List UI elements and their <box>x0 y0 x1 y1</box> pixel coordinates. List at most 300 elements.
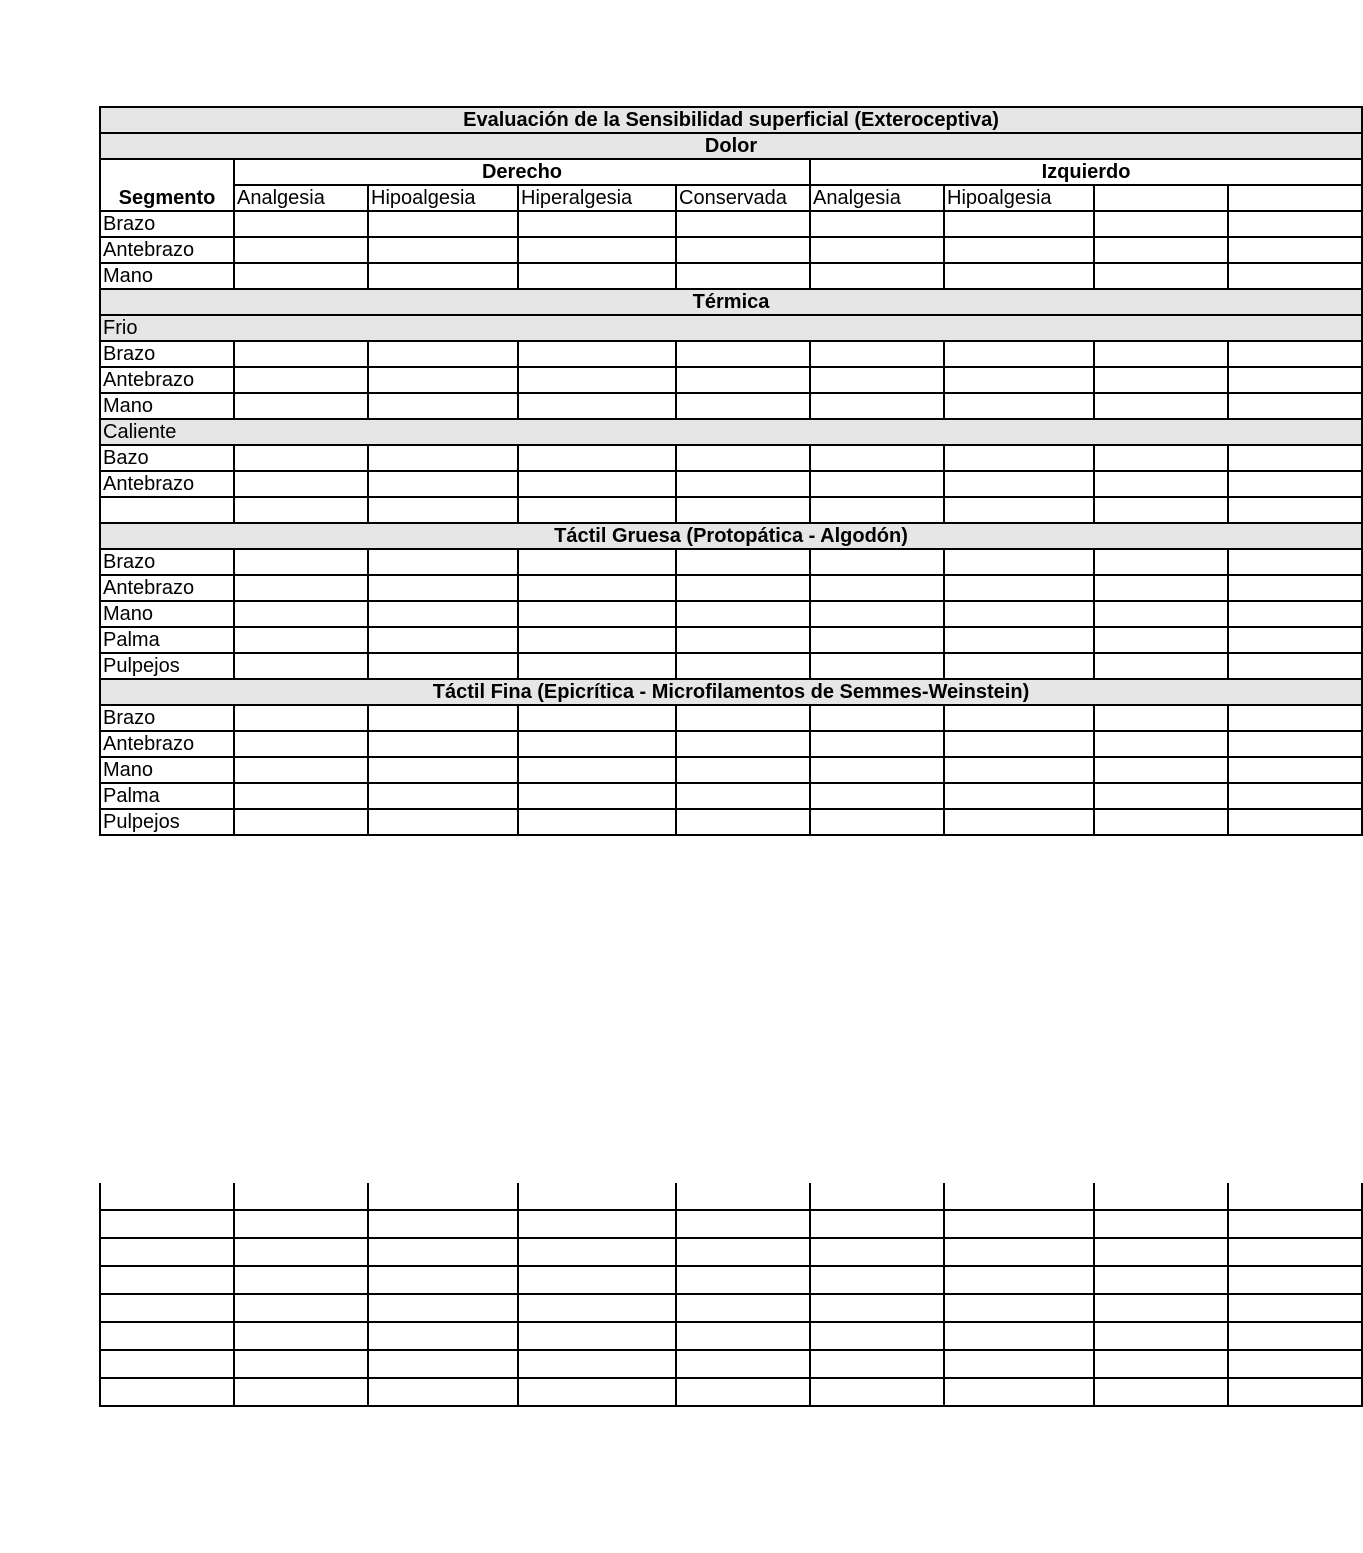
entry-cell[interactable] <box>944 393 1094 419</box>
entry-cell[interactable] <box>676 1378 810 1406</box>
entry-cell[interactable] <box>676 1210 810 1238</box>
entry-cell[interactable] <box>1094 1238 1228 1266</box>
entry-cell[interactable] <box>518 705 676 731</box>
entry-cell[interactable] <box>234 575 368 601</box>
entry-cell[interactable] <box>810 601 944 627</box>
segment-label: Palma <box>100 783 234 809</box>
table-row <box>100 393 1362 419</box>
entry-cell[interactable] <box>944 731 1094 757</box>
dolor-title-row <box>100 133 1362 159</box>
entry-cell[interactable] <box>944 549 1094 575</box>
entry-cell[interactable] <box>1094 783 1228 809</box>
entry-cell[interactable] <box>234 627 368 653</box>
entry-cell[interactable] <box>944 237 1094 263</box>
side-left-header: Izquierdo <box>810 159 1362 185</box>
entry-cell[interactable] <box>1228 393 1362 419</box>
lower-table-viewport <box>99 1183 1095 1405</box>
entry-cell[interactable] <box>368 549 518 575</box>
entry-cell[interactable] <box>1094 757 1228 783</box>
entry-cell[interactable] <box>234 1266 368 1294</box>
entry-cell[interactable] <box>810 627 944 653</box>
entry-cell[interactable] <box>810 1266 944 1294</box>
entry-cell[interactable] <box>944 575 1094 601</box>
entry-cell[interactable] <box>810 1350 944 1378</box>
entry-cell[interactable] <box>810 731 944 757</box>
entry-cell[interactable] <box>944 1238 1094 1266</box>
entry-cell[interactable] <box>810 497 944 523</box>
entry-cell[interactable] <box>234 1294 368 1322</box>
entry-cell[interactable] <box>810 367 944 393</box>
segment-label: Antebrazo <box>100 237 234 263</box>
entry-cell[interactable] <box>1228 1294 1362 1322</box>
entry-cell[interactable] <box>1094 393 1228 419</box>
entry-cell[interactable] <box>1228 1322 1362 1350</box>
entry-cell[interactable] <box>676 211 810 237</box>
entry-cell[interactable] <box>944 809 1094 835</box>
table-row <box>100 1294 1362 1322</box>
entry-cell[interactable] <box>810 393 944 419</box>
entry-cell[interactable] <box>810 1210 944 1238</box>
entry-cell[interactable] <box>676 263 810 289</box>
column-header <box>1094 185 1228 211</box>
segment-label: Antebrazo <box>100 575 234 601</box>
entry-cell[interactable] <box>518 601 676 627</box>
entry-cell[interactable] <box>810 237 944 263</box>
entry-cell[interactable] <box>100 1350 234 1378</box>
column-header: Hipoalgesia <box>368 185 518 211</box>
caliente-label: Caliente <box>100 419 1362 445</box>
entry-cell[interactable] <box>676 731 810 757</box>
entry-cell[interactable] <box>518 783 676 809</box>
entry-cell[interactable] <box>944 471 1094 497</box>
table-row <box>100 549 1362 575</box>
entry-cell[interactable] <box>234 393 368 419</box>
entry-cell[interactable] <box>518 367 676 393</box>
entry-cell[interactable] <box>368 211 518 237</box>
column-header <box>1228 185 1362 211</box>
tactil-fina-title: Táctil Fina (Epicrítica - Microfilamentos de Semmes-Weinstein) <box>100 679 1362 705</box>
entry-cell[interactable] <box>676 549 810 575</box>
entry-cell[interactable] <box>944 1210 1094 1238</box>
sheet-title-row <box>100 107 1362 133</box>
side-header-row <box>100 159 1362 185</box>
entry-cell[interactable] <box>810 471 944 497</box>
entry-cell[interactable] <box>234 211 368 237</box>
entry-cell[interactable] <box>810 1378 944 1406</box>
entry-cell[interactable] <box>1228 445 1362 471</box>
entry-cell[interactable] <box>100 1238 234 1266</box>
table-row <box>100 1350 1362 1378</box>
entry-cell[interactable] <box>234 809 368 835</box>
entry-cell[interactable] <box>676 757 810 783</box>
table-row <box>100 653 1362 679</box>
termica-title: Térmica <box>100 289 1362 315</box>
table-row <box>100 783 1362 809</box>
entry-cell[interactable] <box>1228 575 1362 601</box>
entry-cell[interactable] <box>1094 1378 1228 1406</box>
caliente-label-row <box>100 419 1362 445</box>
segment-label: Antebrazo <box>100 471 234 497</box>
entry-cell[interactable] <box>810 783 944 809</box>
entry-cell[interactable] <box>810 1238 944 1266</box>
entry-cell[interactable] <box>368 757 518 783</box>
frio-label: Frio <box>100 315 1362 341</box>
entry-cell[interactable] <box>810 705 944 731</box>
entry-cell[interactable] <box>234 1350 368 1378</box>
tactil-fina-title-row <box>100 679 1362 705</box>
entry-cell[interactable] <box>234 757 368 783</box>
entry-cell[interactable] <box>518 1238 676 1266</box>
entry-cell[interactable] <box>518 445 676 471</box>
entry-cell[interactable] <box>676 1294 810 1322</box>
entry-cell[interactable] <box>944 783 1094 809</box>
entry-cell[interactable] <box>676 393 810 419</box>
entry-cell[interactable] <box>368 1238 518 1266</box>
entry-cell[interactable] <box>234 497 368 523</box>
entry-cell[interactable] <box>944 211 1094 237</box>
entry-cell[interactable] <box>810 263 944 289</box>
entry-cell[interactable] <box>944 445 1094 471</box>
entry-cell[interactable] <box>944 653 1094 679</box>
entry-cell[interactable] <box>810 211 944 237</box>
entry-cell[interactable] <box>944 263 1094 289</box>
segment-label <box>100 497 234 523</box>
entry-cell[interactable] <box>676 1183 810 1210</box>
table-row <box>100 341 1362 367</box>
entry-cell[interactable] <box>368 627 518 653</box>
entry-cell[interactable] <box>944 341 1094 367</box>
entry-cell[interactable] <box>368 367 518 393</box>
sheet-title: Evaluación de la Sensibilidad superficial (Exteroceptiva) <box>100 107 1362 133</box>
entry-cell[interactable] <box>518 757 676 783</box>
entry-cell[interactable] <box>1228 653 1362 679</box>
entry-cell[interactable] <box>100 1322 234 1350</box>
dolor-title: Dolor <box>100 133 1362 159</box>
table-row <box>100 211 1362 237</box>
entry-cell[interactable] <box>676 809 810 835</box>
entry-cell[interactable] <box>1094 263 1228 289</box>
segment-label: Mano <box>100 263 234 289</box>
entry-cell[interactable] <box>234 367 368 393</box>
entry-cell[interactable] <box>1228 1210 1362 1238</box>
entry-cell[interactable] <box>676 237 810 263</box>
entry-cell[interactable] <box>810 445 944 471</box>
entry-cell[interactable] <box>518 1183 676 1210</box>
main-table-viewport <box>99 106 1131 884</box>
entry-cell[interactable] <box>518 393 676 419</box>
entry-cell[interactable] <box>234 1183 368 1210</box>
entry-cell[interactable] <box>1228 783 1362 809</box>
entry-cell[interactable] <box>1228 1183 1362 1210</box>
entry-cell[interactable] <box>810 549 944 575</box>
entry-cell[interactable] <box>518 211 676 237</box>
entry-cell[interactable] <box>368 601 518 627</box>
entry-cell[interactable] <box>1094 1294 1228 1322</box>
entry-cell[interactable] <box>1228 757 1362 783</box>
segment-label: Pulpejos <box>100 809 234 835</box>
frio-label-row <box>100 315 1362 341</box>
entry-cell[interactable] <box>518 263 676 289</box>
entry-cell[interactable] <box>518 549 676 575</box>
entry-cell[interactable] <box>234 471 368 497</box>
entry-cell[interactable] <box>518 237 676 263</box>
entry-cell[interactable] <box>368 263 518 289</box>
entry-cell[interactable] <box>944 705 1094 731</box>
table-row <box>100 367 1362 393</box>
segment-label: Pulpejos <box>100 653 234 679</box>
entry-cell[interactable] <box>518 653 676 679</box>
entry-cell[interactable] <box>234 731 368 757</box>
entry-cell[interactable] <box>810 1322 944 1350</box>
entry-cell[interactable] <box>518 731 676 757</box>
entry-cell[interactable] <box>1094 705 1228 731</box>
entry-cell[interactable] <box>944 1294 1094 1322</box>
entry-cell[interactable] <box>518 341 676 367</box>
table-row <box>100 1183 1362 1210</box>
entry-cell[interactable] <box>1228 211 1362 237</box>
entry-cell[interactable] <box>1228 237 1362 263</box>
entry-cell[interactable] <box>1094 1350 1228 1378</box>
side-right-header: Derecho <box>234 159 810 185</box>
entry-cell[interactable] <box>944 1350 1094 1378</box>
entry-cell[interactable] <box>944 1322 1094 1350</box>
entry-cell[interactable] <box>676 1266 810 1294</box>
entry-cell[interactable] <box>944 1183 1094 1210</box>
entry-cell[interactable] <box>1094 211 1228 237</box>
entry-cell[interactable] <box>810 1183 944 1210</box>
entry-cell[interactable] <box>944 1378 1094 1406</box>
column-header: Analgesia <box>234 185 368 211</box>
entry-cell[interactable] <box>234 445 368 471</box>
entry-cell[interactable] <box>1094 575 1228 601</box>
entry-cell[interactable] <box>368 731 518 757</box>
entry-cell[interactable] <box>810 341 944 367</box>
entry-cell[interactable] <box>1228 627 1362 653</box>
entry-cell[interactable] <box>1094 471 1228 497</box>
entry-cell[interactable] <box>1094 445 1228 471</box>
entry-cell[interactable] <box>368 393 518 419</box>
entry-cell[interactable] <box>1228 1378 1362 1406</box>
segment-header: Segmento <box>100 159 234 211</box>
entry-cell[interactable] <box>368 1322 518 1350</box>
entry-cell[interactable] <box>518 575 676 601</box>
entry-cell[interactable] <box>1228 809 1362 835</box>
entry-cell[interactable] <box>1094 341 1228 367</box>
entry-cell[interactable] <box>676 445 810 471</box>
entry-cell[interactable] <box>676 1350 810 1378</box>
entry-cell[interactable] <box>810 1294 944 1322</box>
table-row <box>100 1266 1362 1294</box>
entry-cell[interactable] <box>518 1378 676 1406</box>
entry-cell[interactable] <box>1228 471 1362 497</box>
entry-cell[interactable] <box>944 627 1094 653</box>
table-row <box>100 1322 1362 1350</box>
entry-cell[interactable] <box>518 497 676 523</box>
column-header-row <box>100 185 1362 211</box>
entry-cell[interactable] <box>100 1210 234 1238</box>
entry-cell[interactable] <box>1094 809 1228 835</box>
tactil-gruesa-title-row <box>100 523 1362 549</box>
entry-cell[interactable] <box>1094 549 1228 575</box>
entry-cell[interactable] <box>1094 731 1228 757</box>
entry-cell[interactable] <box>810 757 944 783</box>
entry-cell[interactable] <box>368 471 518 497</box>
entry-cell[interactable] <box>1228 1350 1362 1378</box>
entry-cell[interactable] <box>100 1183 234 1210</box>
entry-cell[interactable] <box>1094 237 1228 263</box>
entry-cell[interactable] <box>368 1350 518 1378</box>
segment-label: Bazo <box>100 445 234 471</box>
entry-cell[interactable] <box>518 1266 676 1294</box>
sensibility-table <box>99 106 1363 836</box>
table-row <box>100 445 1362 471</box>
entry-cell[interactable] <box>368 783 518 809</box>
entry-cell[interactable] <box>1094 653 1228 679</box>
entry-cell[interactable] <box>676 471 810 497</box>
entry-cell[interactable] <box>944 367 1094 393</box>
entry-cell[interactable] <box>100 1378 234 1406</box>
segment-label: Brazo <box>100 341 234 367</box>
entry-cell[interactable] <box>518 1350 676 1378</box>
table-row <box>100 471 1362 497</box>
entry-cell[interactable] <box>676 497 810 523</box>
entry-cell[interactable] <box>1094 367 1228 393</box>
entry-cell[interactable] <box>368 1294 518 1322</box>
tactil-gruesa-title: Táctil Gruesa (Protopática - Algodón) <box>100 523 1362 549</box>
entry-cell[interactable] <box>1228 341 1362 367</box>
table-row <box>100 575 1362 601</box>
table-row <box>100 809 1362 835</box>
termica-title-row <box>100 289 1362 315</box>
entry-cell[interactable] <box>944 497 1094 523</box>
entry-cell[interactable] <box>810 809 944 835</box>
table-row <box>100 1238 1362 1266</box>
entry-cell[interactable] <box>676 367 810 393</box>
segment-label: Antebrazo <box>100 731 234 757</box>
entry-cell[interactable] <box>100 1294 234 1322</box>
table-row <box>100 627 1362 653</box>
table-row <box>100 705 1362 731</box>
entry-cell[interactable] <box>368 705 518 731</box>
entry-cell[interactable] <box>234 1322 368 1350</box>
entry-cell[interactable] <box>1228 1266 1362 1294</box>
entry-cell[interactable] <box>518 1322 676 1350</box>
entry-cell[interactable] <box>1094 1210 1228 1238</box>
segment-label: Brazo <box>100 705 234 731</box>
table-row <box>100 757 1362 783</box>
entry-cell[interactable] <box>1228 263 1362 289</box>
entry-cell[interactable] <box>100 1266 234 1294</box>
entry-cell[interactable] <box>676 601 810 627</box>
segment-label: Mano <box>100 601 234 627</box>
entry-cell[interactable] <box>676 705 810 731</box>
entry-cell[interactable] <box>234 1378 368 1406</box>
column-header: Hiperalgesia <box>518 185 676 211</box>
entry-cell[interactable] <box>368 575 518 601</box>
entry-cell[interactable] <box>1228 497 1362 523</box>
entry-cell[interactable] <box>368 445 518 471</box>
entry-cell[interactable] <box>368 1378 518 1406</box>
entry-cell[interactable] <box>368 1183 518 1210</box>
entry-cell[interactable] <box>234 653 368 679</box>
lower-blank-table <box>99 1183 1363 1407</box>
segment-label: Palma <box>100 627 234 653</box>
entry-cell[interactable] <box>676 341 810 367</box>
entry-cell[interactable] <box>234 601 368 627</box>
entry-cell[interactable] <box>368 653 518 679</box>
entry-cell[interactable] <box>1228 601 1362 627</box>
entry-cell[interactable] <box>676 1238 810 1266</box>
entry-cell[interactable] <box>676 627 810 653</box>
entry-cell[interactable] <box>1228 367 1362 393</box>
entry-cell[interactable] <box>368 341 518 367</box>
entry-cell[interactable] <box>234 341 368 367</box>
entry-cell[interactable] <box>1094 601 1228 627</box>
entry-cell[interactable] <box>518 627 676 653</box>
entry-cell[interactable] <box>518 1294 676 1322</box>
entry-cell[interactable] <box>944 601 1094 627</box>
segment-label: Brazo <box>100 549 234 575</box>
entry-cell[interactable] <box>368 1266 518 1294</box>
segment-label: Brazo <box>100 211 234 237</box>
entry-cell[interactable] <box>676 783 810 809</box>
entry-cell[interactable] <box>944 1266 1094 1294</box>
entry-cell[interactable] <box>518 471 676 497</box>
entry-cell[interactable] <box>368 809 518 835</box>
entry-cell[interactable] <box>234 783 368 809</box>
entry-cell[interactable] <box>518 809 676 835</box>
entry-cell[interactable] <box>1094 1266 1228 1294</box>
entry-cell[interactable] <box>676 575 810 601</box>
entry-cell[interactable] <box>1094 497 1228 523</box>
entry-cell[interactable] <box>234 263 368 289</box>
entry-cell[interactable] <box>676 1322 810 1350</box>
column-header: Hipoalgesia <box>944 185 1094 211</box>
table-row <box>100 1210 1362 1238</box>
table-row <box>100 497 1362 523</box>
entry-cell[interactable] <box>810 575 944 601</box>
entry-cell[interactable] <box>944 757 1094 783</box>
entry-cell[interactable] <box>234 1238 368 1266</box>
entry-cell[interactable] <box>1228 1238 1362 1266</box>
entry-cell[interactable] <box>1094 1183 1228 1210</box>
entry-cell[interactable] <box>234 1210 368 1238</box>
segment-label: Mano <box>100 393 234 419</box>
entry-cell[interactable] <box>1094 1322 1228 1350</box>
entry-cell[interactable] <box>234 549 368 575</box>
entry-cell[interactable] <box>368 497 518 523</box>
segment-label: Antebrazo <box>100 367 234 393</box>
segment-label: Mano <box>100 757 234 783</box>
table-row <box>100 1378 1362 1406</box>
entry-cell[interactable] <box>234 237 368 263</box>
column-header: Analgesia <box>810 185 944 211</box>
entry-cell[interactable] <box>1094 627 1228 653</box>
entry-cell[interactable] <box>518 1210 676 1238</box>
column-header: Conservada <box>676 185 810 211</box>
entry-cell[interactable] <box>234 705 368 731</box>
entry-cell[interactable] <box>1228 549 1362 575</box>
table-row <box>100 237 1362 263</box>
entry-cell[interactable] <box>368 1210 518 1238</box>
entry-cell[interactable] <box>368 237 518 263</box>
entry-cell[interactable] <box>1228 731 1362 757</box>
entry-cell[interactable] <box>810 653 944 679</box>
entry-cell[interactable] <box>1228 705 1362 731</box>
entry-cell[interactable] <box>676 653 810 679</box>
table-row <box>100 731 1362 757</box>
table-row <box>100 601 1362 627</box>
